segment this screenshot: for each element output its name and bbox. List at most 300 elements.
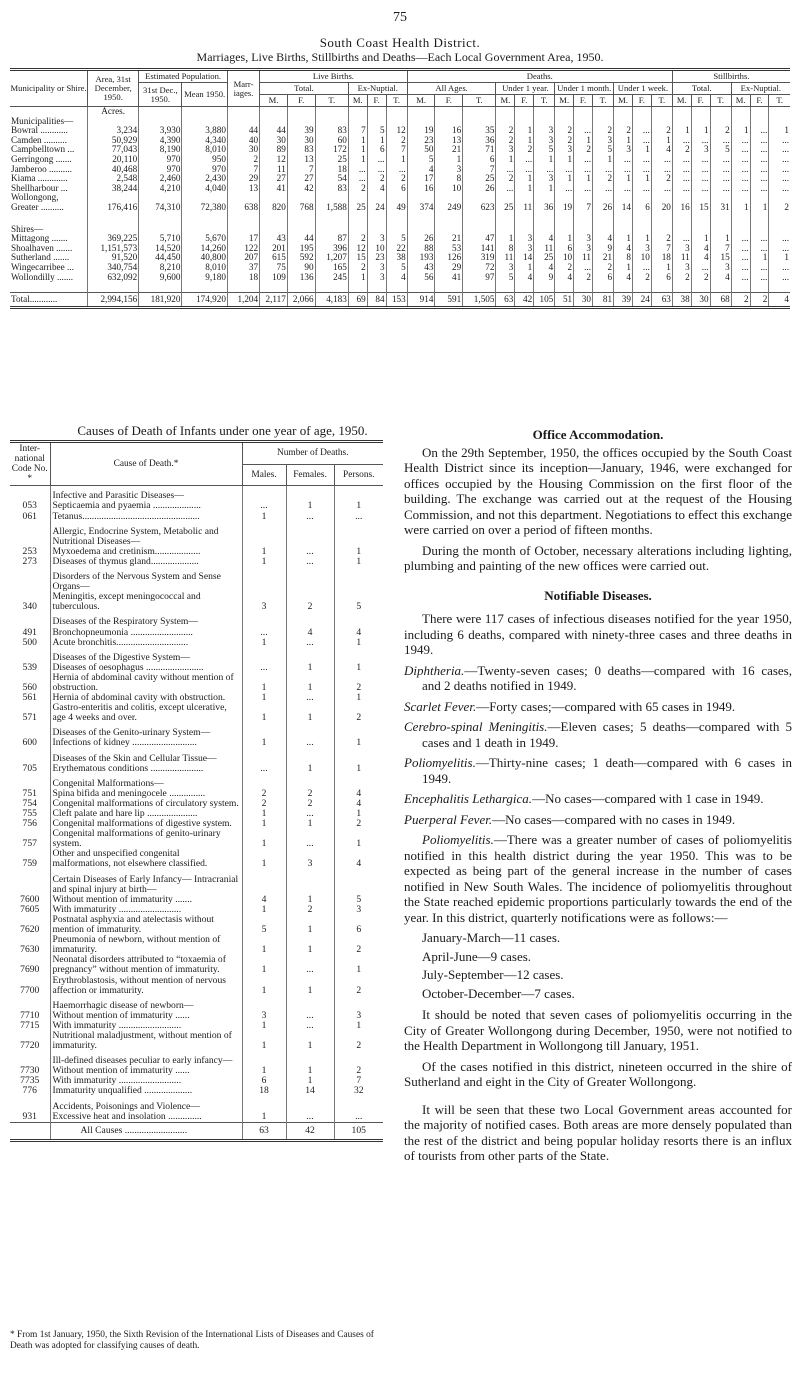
table-cell: ... [769, 145, 790, 155]
cause-code: 491 [22, 626, 37, 638]
table-row [10, 774, 383, 789]
persons-count: 5 [334, 592, 383, 612]
table-cell: 63 [651, 292, 672, 308]
table-row [10, 174, 790, 184]
table-cell: 2 [769, 193, 790, 212]
col-live-births: Live Births. [260, 70, 408, 83]
cause-name: Gastro-enteritis and colitis, except ulcerative, age 4 weeks and over. [50, 703, 242, 723]
cause-code: 7715 [20, 1019, 40, 1031]
table-cell: 3 [574, 234, 593, 244]
table-cell: ... [672, 136, 691, 146]
cause-code: 7630 [20, 944, 40, 956]
table-cell: ... [750, 165, 769, 175]
notifiable-paragraph: It will be seen that these two Local Government areas accounted for the majority of notified cases. Both areas are more densely populated than the rest of the district and being popular holiday resorts there is an influx of tourists from other parts of the State. [404, 1101, 792, 1163]
table-cell: 4 [534, 234, 555, 244]
table-cell: 8,010 [182, 263, 227, 273]
table-cell: ... [592, 165, 613, 175]
persons-count: 2 [334, 1031, 383, 1051]
office-paragraph: During the month of October, necessary alterations including lighting, plumbing and painting of the new offices were carried out. [404, 542, 792, 573]
table-row [10, 557, 383, 567]
table-cell: 2 [574, 145, 593, 155]
table-cell: 1 [496, 155, 515, 165]
table-cell: 4 [367, 184, 386, 194]
table-row [10, 829, 383, 849]
females-count: 1 [286, 819, 334, 829]
table-cell: 13 [227, 184, 259, 194]
table-cell: ... [731, 165, 750, 175]
cause-code: 7690 [20, 964, 40, 976]
table-cell: 3 [672, 263, 691, 273]
cause-name: Immaturity unqualified .................... [50, 1086, 242, 1096]
table-cell: 1 [731, 126, 750, 136]
cause-code: 600 [22, 737, 37, 749]
notifiable-intro: There were 117 cases of infectious diseases notified for the year 1950, including 6 deaths, compared with ninety-three cases and three deaths in 1949. [404, 611, 792, 657]
table-row [10, 486, 383, 502]
table-cell: 25 [496, 193, 515, 212]
area-name: Wingecarribee ... [11, 262, 74, 272]
table-cell: ... [574, 126, 593, 136]
males-count: 1 [242, 693, 286, 703]
table-cell: 3 [496, 145, 515, 155]
cause-group: Allergic, Endocrine System, Metabolic and Nutritional Diseases— [50, 522, 242, 547]
persons-count: ... [334, 1112, 383, 1123]
table-cell: 1 [515, 184, 534, 194]
persons-count: 4 [334, 628, 383, 638]
table-cell: 41 [435, 273, 463, 283]
table-cell: 42 [515, 292, 534, 308]
table-cell: 4 [710, 273, 731, 283]
office-heading: Office Accommodation. [532, 427, 664, 442]
table-cell: 1 [515, 174, 534, 184]
table-cell: 1 [614, 263, 633, 273]
table-cell: 91,520 [88, 253, 139, 263]
table-row [10, 638, 383, 648]
table-cell: 1 [769, 126, 790, 136]
cause-name: Hernia of abdominal cavity without mention of obstruction. [50, 673, 242, 693]
table-cell: ... [574, 263, 593, 273]
females-count: ... [286, 638, 334, 648]
table-cell: 11 [574, 253, 593, 263]
table-cell: 374 [407, 193, 435, 212]
table-cell: 72 [463, 263, 496, 273]
table-cell: ... [769, 136, 790, 146]
table-cell: 2 [731, 292, 750, 308]
table-cell: 24 [632, 292, 651, 308]
table-cell: 18 [651, 253, 672, 263]
table-cell: 2 [691, 273, 710, 283]
area-name: Mittagong ....... [11, 234, 68, 244]
col-t: T. [315, 95, 348, 107]
cause-name: Spina bifida and meningocele ............... [50, 789, 242, 799]
table-cell: 1 [534, 155, 555, 165]
table-cell: 950 [182, 155, 227, 165]
table-cell: 2 [614, 126, 633, 136]
table-row [10, 648, 383, 663]
col-t: T. [592, 95, 613, 107]
table-cell: 44 [227, 126, 259, 136]
col-t: T. [710, 95, 731, 107]
col-area: Area, 31st December, 1950. [88, 70, 139, 107]
table-cell: 4,210 [139, 184, 182, 194]
table-cell: 3 [632, 244, 651, 254]
table-cell: 12 [348, 244, 367, 254]
col-municipality: Municipality or Shire. [10, 70, 88, 107]
table-cell: 15 [348, 253, 367, 263]
cause-name: Acute bronchitis.............................. [50, 638, 242, 648]
quarter-line: July-September—12 cases. [422, 967, 564, 982]
table-cell: 7 [386, 145, 407, 155]
col-f: F. [287, 95, 315, 107]
table-cell: 90 [287, 263, 315, 273]
table-cell: 37 [227, 263, 259, 273]
table-cell: ... [731, 174, 750, 184]
persons-count: 1 [334, 829, 383, 849]
table-row [10, 723, 383, 738]
table-cell: 11 [496, 253, 515, 263]
cause-group: Congenital Malformations— [50, 774, 242, 789]
disease-text: —No cases—compared with no cases in 1949. [492, 811, 736, 827]
section-label: Municipalities— [11, 116, 74, 126]
table-cell: 3 [367, 273, 386, 283]
table-row [10, 703, 383, 723]
cause-name: Diseases of oesophagus ........................ [50, 663, 242, 673]
table-cell: 3 [534, 136, 555, 146]
cause-code: 7710 [20, 1009, 40, 1021]
table-cell: 89 [260, 145, 288, 155]
table-cell: 3,930 [139, 126, 182, 136]
table-cell: 768 [287, 193, 315, 212]
males-count: 1 [242, 849, 286, 869]
table-cell: 2 [348, 234, 367, 244]
cause-code: 7735 [20, 1075, 40, 1087]
table-cell: 27 [260, 174, 288, 184]
table-cell: 1,204 [227, 292, 259, 308]
cause-name: Diseases of thymus gland.................... [50, 557, 242, 567]
disease-text: —Eleven cases; 5 deaths—compared with 5 cases and 1 death in 1949. [422, 719, 792, 750]
females-count: ... [286, 693, 334, 703]
cause-code: 340 [22, 601, 37, 613]
table-row [10, 1031, 383, 1051]
males-count: 1 [242, 738, 286, 748]
table-cell: ... [515, 165, 534, 175]
table-cell: ... [691, 174, 710, 184]
table-cell: 29 [227, 174, 259, 184]
cause-group: Ill-defined diseases peculiar to early infancy— [50, 1051, 242, 1066]
table-cell: ... [651, 155, 672, 165]
col-m: M. [496, 95, 515, 107]
table-cell: 83 [287, 145, 315, 155]
cause-code: 539 [22, 661, 37, 673]
table-cell: ... [731, 136, 750, 146]
males-count: 6 [242, 1076, 286, 1086]
table-cell: 4 [555, 273, 574, 283]
males-count: 1 [242, 1021, 286, 1031]
males-count: 1 [242, 673, 286, 693]
table-cell: 2 [574, 273, 593, 283]
table-cell: 591 [435, 292, 463, 308]
table-cell: 1 [515, 126, 534, 136]
table-cell: ... [731, 184, 750, 194]
table-cell: ... [731, 234, 750, 244]
persons-count: 4 [334, 789, 383, 799]
table-cell: 26 [407, 234, 435, 244]
table-cell: 4 [769, 292, 790, 308]
females-count: 1 [286, 915, 334, 935]
persons-count: 1 [334, 1021, 383, 1031]
table-cell: 2 [750, 292, 769, 308]
table-cell: ... [496, 165, 515, 175]
table-cell: 7 [348, 126, 367, 136]
table-cell: 4 [691, 244, 710, 254]
table-cell: 2,994,156 [88, 292, 139, 308]
table-cell: 8,190 [139, 145, 182, 155]
cause-name: Other and unspecified congenital malformations, not elsewhere classified. [50, 849, 242, 869]
table-cell: 1 [496, 234, 515, 244]
area-name: Camden .......... [11, 135, 67, 145]
cause-name: Tetanus................................................. [50, 512, 242, 522]
table-cell: 1,505 [463, 292, 496, 308]
table-row [10, 996, 383, 1011]
table-cell: 1 [367, 136, 386, 146]
cause-name: Congenital malformations of circulatory system. [50, 799, 242, 809]
females-count: 14 [286, 1086, 334, 1096]
area-name: Shoalhaven ....... [11, 243, 73, 253]
table-row [10, 955, 383, 975]
table-cell: 1 [515, 263, 534, 273]
cause-code: 776 [22, 1085, 37, 1097]
table-cell: 25 [348, 193, 367, 212]
table-cell: 75 [260, 263, 288, 273]
table-cell: 30 [574, 292, 593, 308]
males-count: 3 [242, 1011, 286, 1021]
cause-group: Diseases of the Skin and Cellular Tissue— [50, 749, 242, 764]
table-cell: 2 [651, 234, 672, 244]
table-cell: 69 [348, 292, 367, 308]
table-cell: ... [769, 165, 790, 175]
males-count: 1 [242, 809, 286, 819]
table-cell: 47 [463, 234, 496, 244]
table-cell: 2 [555, 136, 574, 146]
table-cell: 51 [555, 292, 574, 308]
table-cell: 30 [691, 292, 710, 308]
table-cell: 5 [534, 145, 555, 155]
col-f: F. [632, 95, 651, 107]
persons-count: 3 [334, 1011, 383, 1021]
table-cell: ... [769, 273, 790, 283]
table-row [10, 673, 383, 693]
cause-group: Infective and Parasitic Diseases— [50, 486, 242, 502]
table-cell: ... [750, 174, 769, 184]
cause-code: 931 [22, 1110, 37, 1122]
col-code: Inter-national Code No. * [10, 442, 50, 486]
table-cell: 105 [534, 292, 555, 308]
males-count: 1 [242, 1112, 286, 1123]
table-cell: 1 [691, 126, 710, 136]
cause-code: 7600 [20, 893, 40, 905]
table-cell: 1 [435, 155, 463, 165]
table-cell: 1 [672, 126, 691, 136]
col-t: T. [769, 95, 790, 107]
table-cell: 4,183 [315, 292, 348, 308]
males-count: 1 [242, 935, 286, 955]
table-cell: 6 [386, 184, 407, 194]
notifiable-heading: Notifiable Diseases. [544, 587, 652, 603]
table-row [10, 976, 383, 996]
table-cell: 141 [463, 244, 496, 254]
cause-group: Haemorrhagic disease of newborn— [50, 996, 242, 1011]
col-t: T. [534, 95, 555, 107]
cause-code: 561 [22, 692, 37, 704]
cause-name: Neonatal disorders attributed to “toxaemia of pregnancy” without mention of immaturity. [50, 955, 242, 975]
table-cell: 38,244 [88, 184, 139, 194]
col-d-1month: Under 1 month. [555, 83, 614, 95]
table-cell: ... [691, 136, 710, 146]
table-cell: ... [367, 155, 386, 165]
cause-group: Accidents, Poisonings and Violence— [50, 1097, 242, 1112]
table-cell: 21 [435, 145, 463, 155]
table-cell: 2 [386, 136, 407, 146]
table-cell: 6 [632, 193, 651, 212]
males-count: 3 [242, 592, 286, 612]
males-count: 1 [242, 512, 286, 522]
females-count: ... [286, 829, 334, 849]
table-row [10, 273, 790, 283]
females-count: ... [286, 547, 334, 557]
disease-item [404, 791, 792, 807]
table-cell: 1 [614, 136, 633, 146]
females-count: 3 [286, 849, 334, 869]
table-row [10, 1112, 383, 1123]
table-cell: 10 [435, 184, 463, 194]
table-cell: 4,390 [139, 136, 182, 146]
table-cell: 30 [227, 145, 259, 155]
table-cell: 632,092 [88, 273, 139, 283]
persons-count: 1 [334, 738, 383, 748]
persons-count: 1 [334, 693, 383, 703]
table-cell: 19 [407, 126, 435, 136]
quarter-line: January-March—11 cases. [422, 930, 561, 945]
table-row [10, 738, 383, 748]
table-cell: ... [651, 165, 672, 175]
persons-count: 1 [334, 764, 383, 774]
table-cell: 23 [407, 136, 435, 146]
table-cell: ... [614, 184, 633, 194]
table-cell: 1 [632, 145, 651, 155]
table-cell: 914 [407, 292, 435, 308]
males-count: 1 [242, 905, 286, 915]
males-count: 1 [242, 1031, 286, 1051]
table-cell: ... [710, 165, 731, 175]
disease-item [404, 812, 792, 828]
males-count: ... [242, 663, 286, 673]
disease-item [404, 832, 792, 925]
all-causes-label: All Causes .......................... [50, 1122, 242, 1140]
table-cell: 181,920 [139, 292, 182, 308]
col-lb-exnuptial: Ex-Nuptial. [348, 83, 407, 95]
table-cell: 1 [614, 234, 633, 244]
table-cell: 10 [367, 244, 386, 254]
table-cell: ... [496, 184, 515, 194]
persons-count: 2 [334, 673, 383, 693]
table-cell: 40,800 [182, 253, 227, 263]
footnote: * From 1st January, 1950, the Sixth Revision of the International Lists of Diseases and Causes of Death was adopted for classifying causes of death. [10, 1330, 374, 1351]
females-count: 1 [286, 1076, 334, 1086]
females-count: ... [286, 809, 334, 819]
table-cell: 615 [260, 253, 288, 263]
table-cell: 26 [463, 184, 496, 194]
table-row [10, 244, 790, 254]
table-cell: 5,670 [182, 234, 227, 244]
cause-code: 7730 [20, 1065, 40, 1077]
table-cell: ... [750, 155, 769, 165]
table-cell: ... [750, 136, 769, 146]
table-cell: ... [632, 263, 651, 273]
table-row [10, 592, 383, 612]
total-row [10, 1122, 383, 1140]
table-cell: 87 [315, 234, 348, 244]
persons-count: 1 [334, 663, 383, 673]
females-count: 1 [286, 976, 334, 996]
cause-code: 560 [22, 681, 37, 693]
persons-count: 2 [334, 935, 383, 955]
table-cell: ... [386, 165, 407, 175]
cause-name: Cleft palate and hare lip ..................... [50, 809, 242, 819]
table-cell: 30 [287, 136, 315, 146]
disease-name: Cerebro-spinal Meningitis. [404, 719, 548, 734]
table-cell: ... [592, 184, 613, 194]
table-cell: ... [710, 155, 731, 165]
table-cell: 25 [534, 253, 555, 263]
table-row [10, 292, 790, 308]
col-males: Males. [242, 465, 286, 486]
table-cell: 71 [463, 145, 496, 155]
table-cell: 1 [614, 174, 633, 184]
females-count: 1 [286, 895, 334, 905]
table-cell: 21 [592, 253, 613, 263]
table-cell: 2 [651, 174, 672, 184]
males-count: 1 [242, 557, 286, 567]
col-pop-31st: 31st Dec., 1950. [139, 83, 182, 107]
table-cell: 14,520 [139, 244, 182, 254]
col-f: F. [515, 95, 534, 107]
table-cell: 56 [407, 273, 435, 283]
females-count: 2 [286, 592, 334, 612]
col-lb-total: Total. [260, 83, 349, 95]
persons-count: 1 [334, 955, 383, 975]
area-name: Shellharbour ... [11, 183, 68, 193]
table-cell: 3 [574, 244, 593, 254]
table-cell: 39 [614, 292, 633, 308]
col-m: M. [555, 95, 574, 107]
table-cell: 153 [386, 292, 407, 308]
table-cell: 63 [496, 292, 515, 308]
males-count: 1 [242, 1066, 286, 1076]
table-cell: 2 [672, 145, 691, 155]
table-row [10, 764, 383, 774]
table-row [10, 915, 383, 935]
table-cell: 74,310 [139, 193, 182, 212]
table-cell: 42 [287, 184, 315, 194]
table-cell: 4 [614, 244, 633, 254]
table-cell: ... [574, 165, 593, 175]
causes-title: Causes of Death of Infants under one year of age, 1950. [77, 423, 368, 438]
table-cell: 17 [227, 234, 259, 244]
cause-name: Without mention of immaturity ....... [50, 895, 242, 905]
table-cell: 27 [287, 174, 315, 184]
table-cell: 176,416 [88, 193, 139, 212]
table-cell: 970 [182, 165, 227, 175]
cause-code: 053 [22, 500, 37, 512]
